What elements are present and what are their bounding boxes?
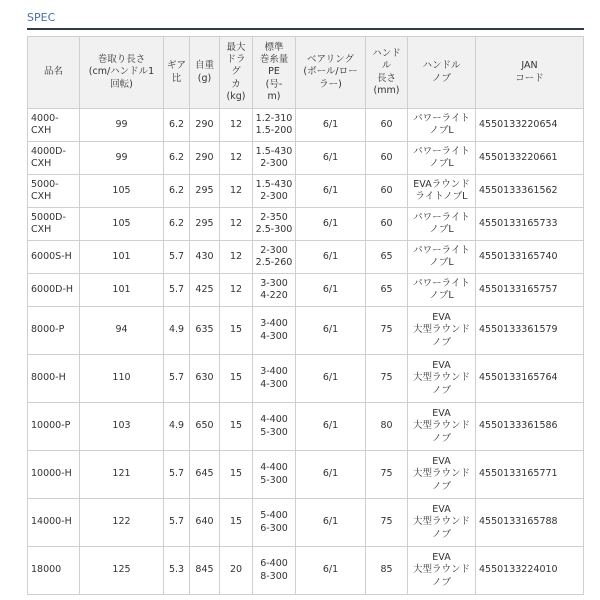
table-row [28, 547, 584, 595]
line-capacity-cell: 4-400 5-300 [253, 403, 296, 451]
table-row [28, 208, 584, 241]
table-row [28, 307, 584, 355]
bearing-cell: 6/1 [296, 547, 366, 595]
weight-cell: 630 [190, 355, 220, 403]
header-cell: 巻取り長さ (cm/ハンドル1 回転) [80, 37, 164, 109]
handle-knob-cell: EVA 大型ラウンド ノブ [408, 355, 476, 403]
jan-code-cell: 4550133224010 [476, 547, 584, 595]
length-cell: 101 [80, 241, 164, 274]
gear-ratio-cell: 6.2 [164, 109, 190, 142]
bearing-cell: 6/1 [296, 142, 366, 175]
handle-knob-cell: EVA 大型ラウンド ノブ [408, 547, 476, 595]
weight-cell: 430 [190, 241, 220, 274]
name-cell: 4000-CXH [28, 109, 80, 142]
header-cell: ギア 比 [164, 37, 190, 109]
bearing-cell: 6/1 [296, 499, 366, 547]
bearing-cell: 6/1 [296, 109, 366, 142]
length-cell: 101 [80, 274, 164, 307]
length-cell: 121 [80, 451, 164, 499]
jan-code-cell: 4550133220661 [476, 142, 584, 175]
handle-knob-cell: EVA 大型ラウンド ノブ [408, 307, 476, 355]
handle-length-cell: 65 [366, 241, 408, 274]
jan-code-cell: 4550133361586 [476, 403, 584, 451]
weight-cell: 650 [190, 403, 220, 451]
header-cell: ハンドル ノブ [408, 37, 476, 109]
jan-code-cell: 4550133220654 [476, 109, 584, 142]
weight-cell: 425 [190, 274, 220, 307]
name-cell: 10000-H [28, 451, 80, 499]
weight-cell: 635 [190, 307, 220, 355]
line-capacity-cell: 1.5-430 2-300 [253, 175, 296, 208]
header-cell: 最大 ドラグ カ (kg) [220, 37, 253, 109]
weight-cell: 295 [190, 208, 220, 241]
table-row [28, 355, 584, 403]
gear-ratio-cell: 4.9 [164, 403, 190, 451]
handle-length-cell: 75 [366, 355, 408, 403]
line-capacity-cell: 3-400 4-300 [253, 355, 296, 403]
table-row [28, 109, 584, 142]
header-cell: ベアリング (ボール/ロー ラー) [296, 37, 366, 109]
line-capacity-cell: 1.2-310 1.5-200 [253, 109, 296, 142]
name-cell: 6000S-H [28, 241, 80, 274]
weight-cell: 640 [190, 499, 220, 547]
gear-ratio-cell: 5.7 [164, 451, 190, 499]
table-body [28, 109, 584, 595]
title-divider [27, 28, 584, 30]
max-drag-cell: 20 [220, 547, 253, 595]
jan-code-cell: 4550133165764 [476, 355, 584, 403]
line-capacity-cell: 3-300 4-220 [253, 274, 296, 307]
handle-knob-cell: パワーライト ノブL [408, 241, 476, 274]
line-capacity-cell: 3-400 4-300 [253, 307, 296, 355]
weight-cell: 295 [190, 175, 220, 208]
table-row [28, 241, 584, 274]
header-cell: ハンド ル 長さ (mm) [366, 37, 408, 109]
length-cell: 99 [80, 109, 164, 142]
handle-knob-cell: パワーライト ノブL [408, 142, 476, 175]
handle-knob-cell: パワーライト ノブL [408, 208, 476, 241]
handle-knob-cell: EVA 大型ラウンド ノブ [408, 451, 476, 499]
table-row [28, 142, 584, 175]
name-cell: 8000-H [28, 355, 80, 403]
max-drag-cell: 12 [220, 208, 253, 241]
weight-cell: 645 [190, 451, 220, 499]
gear-ratio-cell: 5.3 [164, 547, 190, 595]
line-capacity-cell: 5-400 6-300 [253, 499, 296, 547]
handle-knob-cell: パワーライト ノブL [408, 274, 476, 307]
gear-ratio-cell: 6.2 [164, 175, 190, 208]
length-cell: 103 [80, 403, 164, 451]
max-drag-cell: 12 [220, 175, 253, 208]
name-cell: 18000 [28, 547, 80, 595]
weight-cell: 290 [190, 109, 220, 142]
line-capacity-cell: 2-350 2.5-300 [253, 208, 296, 241]
bearing-cell: 6/1 [296, 451, 366, 499]
bearing-cell: 6/1 [296, 307, 366, 355]
max-drag-cell: 15 [220, 499, 253, 547]
length-cell: 122 [80, 499, 164, 547]
length-cell: 105 [80, 175, 164, 208]
gear-ratio-cell: 5.7 [164, 241, 190, 274]
handle-length-cell: 75 [366, 451, 408, 499]
handle-knob-cell: パワーライト ノブL [408, 109, 476, 142]
jan-code-cell: 4550133361579 [476, 307, 584, 355]
name-cell: 4000D- CXH [28, 142, 80, 175]
gear-ratio-cell: 5.7 [164, 355, 190, 403]
weight-cell: 845 [190, 547, 220, 595]
gear-ratio-cell: 4.9 [164, 307, 190, 355]
name-cell: 8000-P [28, 307, 80, 355]
bearing-cell: 6/1 [296, 274, 366, 307]
handle-length-cell: 65 [366, 274, 408, 307]
gear-ratio-cell: 5.7 [164, 499, 190, 547]
handle-length-cell: 60 [366, 142, 408, 175]
bearing-cell: 6/1 [296, 175, 366, 208]
header-row [28, 37, 584, 109]
line-capacity-cell: 6-400 8-300 [253, 547, 296, 595]
max-drag-cell: 12 [220, 142, 253, 175]
bearing-cell: 6/1 [296, 403, 366, 451]
header-cell: 品名 [28, 37, 80, 109]
max-drag-cell: 15 [220, 403, 253, 451]
gear-ratio-cell: 5.7 [164, 274, 190, 307]
table-row [28, 403, 584, 451]
line-capacity-cell: 2-300 2.5-260 [253, 241, 296, 274]
header-cell: 自重 (g) [190, 37, 220, 109]
table-row [28, 175, 584, 208]
bearing-cell: 6/1 [296, 208, 366, 241]
jan-code-cell: 4550133165757 [476, 274, 584, 307]
handle-length-cell: 75 [366, 499, 408, 547]
name-cell: 5000D- CXH [28, 208, 80, 241]
max-drag-cell: 15 [220, 355, 253, 403]
handle-length-cell: 60 [366, 175, 408, 208]
line-capacity-cell: 4-400 5-300 [253, 451, 296, 499]
length-cell: 105 [80, 208, 164, 241]
name-cell: 10000-P [28, 403, 80, 451]
header-cell: 標準 巻糸量 PE (号- m) [253, 37, 296, 109]
name-cell: 6000D-H [28, 274, 80, 307]
max-drag-cell: 12 [220, 109, 253, 142]
max-drag-cell: 15 [220, 451, 253, 499]
jan-code-cell: 4550133165788 [476, 499, 584, 547]
handle-length-cell: 75 [366, 307, 408, 355]
length-cell: 99 [80, 142, 164, 175]
weight-cell: 290 [190, 142, 220, 175]
bearing-cell: 6/1 [296, 241, 366, 274]
length-cell: 110 [80, 355, 164, 403]
handle-length-cell: 80 [366, 403, 408, 451]
gear-ratio-cell: 6.2 [164, 142, 190, 175]
section-title: SPEC [27, 11, 56, 24]
length-cell: 94 [80, 307, 164, 355]
handle-knob-cell: EVA 大型ラウンド ノブ [408, 403, 476, 451]
bearing-cell: 6/1 [296, 355, 366, 403]
handle-length-cell: 60 [366, 208, 408, 241]
handle-knob-cell: EVAラウンド ライトノブL [408, 175, 476, 208]
max-drag-cell: 12 [220, 274, 253, 307]
jan-code-cell: 4550133361562 [476, 175, 584, 208]
length-cell: 125 [80, 547, 164, 595]
handle-length-cell: 60 [366, 109, 408, 142]
table-row [28, 451, 584, 499]
header-cell: JAN コード [476, 37, 584, 109]
handle-length-cell: 85 [366, 547, 408, 595]
gear-ratio-cell: 6.2 [164, 208, 190, 241]
jan-code-cell: 4550133165733 [476, 208, 584, 241]
max-drag-cell: 12 [220, 241, 253, 274]
handle-knob-cell: EVA 大型ラウンド ノブ [408, 499, 476, 547]
jan-code-cell: 4550133165771 [476, 451, 584, 499]
table-row [28, 274, 584, 307]
name-cell: 5000-CXH [28, 175, 80, 208]
table-row [28, 499, 584, 547]
max-drag-cell: 15 [220, 307, 253, 355]
name-cell: 14000-H [28, 499, 80, 547]
line-capacity-cell: 1.5-430 2-300 [253, 142, 296, 175]
spec-table [27, 36, 584, 595]
jan-code-cell: 4550133165740 [476, 241, 584, 274]
